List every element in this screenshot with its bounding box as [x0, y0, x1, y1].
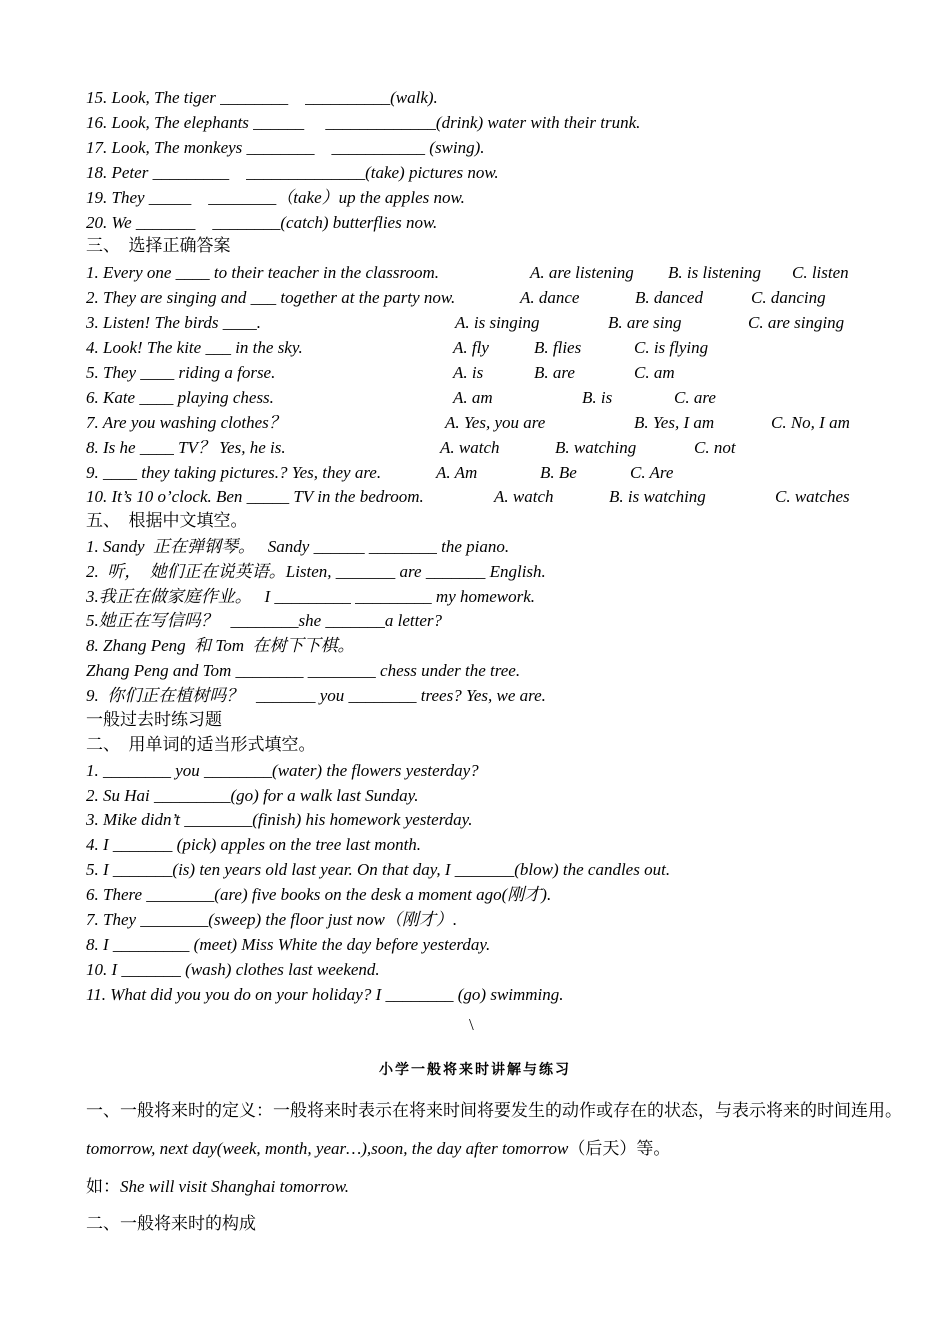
mc-option-b: B. flies: [534, 338, 582, 357]
mc-question-text: 2. They are singing and ___ together at the party now.: [86, 288, 456, 307]
exercise-line: 1. ________ you ________(water) the flowers yesterday?: [86, 761, 479, 780]
mc-option-b: B. are sing: [608, 313, 682, 332]
mc-option-c: C. is flying: [634, 338, 709, 357]
section-heading: 五、 根据中文填空。: [86, 511, 248, 530]
section-heading: 三、 选择正确答案: [86, 236, 231, 255]
mc-option-c: C. watches: [775, 487, 850, 506]
mc-option-a: A. is: [453, 363, 484, 382]
example-label: 如：: [86, 1177, 120, 1196]
separator-mark: \: [469, 1015, 474, 1034]
mc-option-c: C. Are: [630, 463, 674, 482]
exercise-line: 5. I _______(is) ten years old last year. On that day, I _______(blow) the candles out.: [86, 860, 671, 879]
definition-tail: （后天）等。: [568, 1139, 671, 1158]
mc-option-a: A. dance: [520, 288, 580, 307]
future-tense-title: 小学一般将来时讲解与练习: [379, 1063, 571, 1078]
mc-option-b: B. watching: [555, 438, 637, 457]
exercise-line: 19. They _____ ________（take）up the apples now.: [86, 188, 465, 207]
exercise-line: 2. 听， 她们正在说英语。Listen, _______ are _______ English.: [86, 562, 546, 581]
mc-option-c: C. No, I am: [771, 413, 850, 432]
mc-option-a: A. watch: [494, 487, 554, 506]
mc-option-b: B. is: [582, 388, 613, 407]
mc-option-c: C. dancing: [751, 288, 826, 307]
mc-option-c: C. listen: [792, 263, 849, 282]
exercise-line: 8. Zhang Peng 和 Tom 在树下下棋。: [86, 636, 355, 655]
example-sentence: She will visit Shanghai tomorrow.: [120, 1177, 350, 1196]
section-title: 一般过去时练习题: [86, 710, 222, 729]
exercise-line: 20. We _______ ________(catch) butterflies now.: [86, 213, 438, 232]
exercise-line: 1. Sandy 正在弹钢琴。 Sandy ______ ________ the piano.: [86, 537, 510, 556]
mc-question-text: 7. Are you washing clothes？: [86, 413, 286, 432]
mc-option-b: B. is listening: [668, 263, 762, 282]
exercise-line: 8. I _________ (meet) Miss White the day before yesterday.: [86, 935, 491, 954]
mc-option-b: B. Yes, I am: [634, 413, 715, 432]
exercise-line: 18. Peter _________ ______________(take) pictures now.: [86, 163, 499, 182]
mc-question-text: 1. Every one ____ to their teacher in the classroom.: [86, 263, 439, 282]
mc-option-c: C. am: [634, 363, 675, 382]
mc-option-b: B. are: [534, 363, 575, 382]
exercise-line: 16. Look, The elephants ______ _____________(drink) water with their trunk.: [86, 113, 641, 132]
exercise-line: 11. What did you you do on your holiday? I ________ (go) swimming.: [86, 985, 564, 1004]
exercise-line: 9. 你们正在植树吗？ _______ you ________ trees? Yes, we are.: [86, 686, 546, 705]
mc-option-c: C. not: [694, 438, 736, 457]
exercise-line: 7. They ________(sweep) the floor just now（刚才）.: [86, 910, 458, 929]
definition-cn: 一、一般将来时的定义：一般将来时表示在将来时间将要发生的动作或存在的状态，与表示将来的时间连用。: [86, 1101, 902, 1120]
exercise-line: Zhang Peng and Tom ________ ________ chess under the tree.: [86, 661, 521, 680]
exercise-line: 10. I _______ (wash) clothes last weekend.: [86, 960, 380, 979]
exercise-line: 4. I _______ (pick) apples on the tree last month.: [86, 835, 422, 854]
definition-paragraph: [86, 1092, 916, 1168]
mc-option-a: A. fly: [453, 338, 489, 357]
section-heading: 二、 用单词的适当形式填空。: [86, 735, 316, 754]
mc-option-a: A. Am: [436, 463, 478, 482]
mc-question-text: 5. They ____ riding a forse.: [86, 363, 276, 382]
exercise-line: 3. Mike didn’t ________(finish) his homework yesterday.: [86, 810, 473, 829]
mc-option-a: A. watch: [440, 438, 500, 457]
exercise-line: 17. Look, The monkeys ________ ___________ (swing).: [86, 138, 485, 157]
mc-option-b: B. danced: [635, 288, 703, 307]
mc-question-text: 6. Kate ____ playing chess.: [86, 388, 274, 407]
mc-question-text: 9. ____ they taking pictures.? Yes, they are.: [86, 463, 382, 482]
exercise-line: 15. Look, The tiger ________ __________(walk).: [86, 88, 438, 107]
example-paragraph: [86, 1168, 916, 1206]
mc-option-c: C. are: [674, 388, 716, 407]
mc-option-a: A. am: [453, 388, 493, 407]
mc-question-text: 4. Look! The kite ___ in the sky.: [86, 338, 303, 357]
mc-question-text: 3. Listen! The birds ____.: [86, 313, 262, 332]
mc-option-b: B. is watching: [609, 487, 706, 506]
section-heading: 二、一般将来时的构成: [86, 1214, 256, 1233]
mc-question-text: 10. It’s 10 o’clock. Ben _____ TV in the bedroom.: [86, 487, 424, 506]
exercise-line: 6. There ________(are) five books on the desk a moment ago(刚才).: [86, 885, 552, 904]
definition-en: tomorrow, next day(week, month, year…),soon, the day after tomorrow: [86, 1139, 569, 1158]
mc-option-a: A. is singing: [455, 313, 540, 332]
mc-option-c: C. are singing: [748, 313, 845, 332]
mc-option-b: B. Be: [540, 463, 577, 482]
mc-option-a: A. Yes, you are: [445, 413, 546, 432]
exercise-line: 2. Su Hai _________(go) for a walk last Sunday.: [86, 786, 419, 805]
mc-question-text: 8. Is he ____ TV？ Yes, he is.: [86, 438, 286, 457]
exercise-line: 3.我正在做家庭作业。 I _________ _________ my homework.: [86, 587, 536, 606]
exercise-line: 5.她正在写信吗？ ________she _______a letter?: [86, 611, 443, 630]
mc-option-a: A. are listening: [530, 263, 634, 282]
